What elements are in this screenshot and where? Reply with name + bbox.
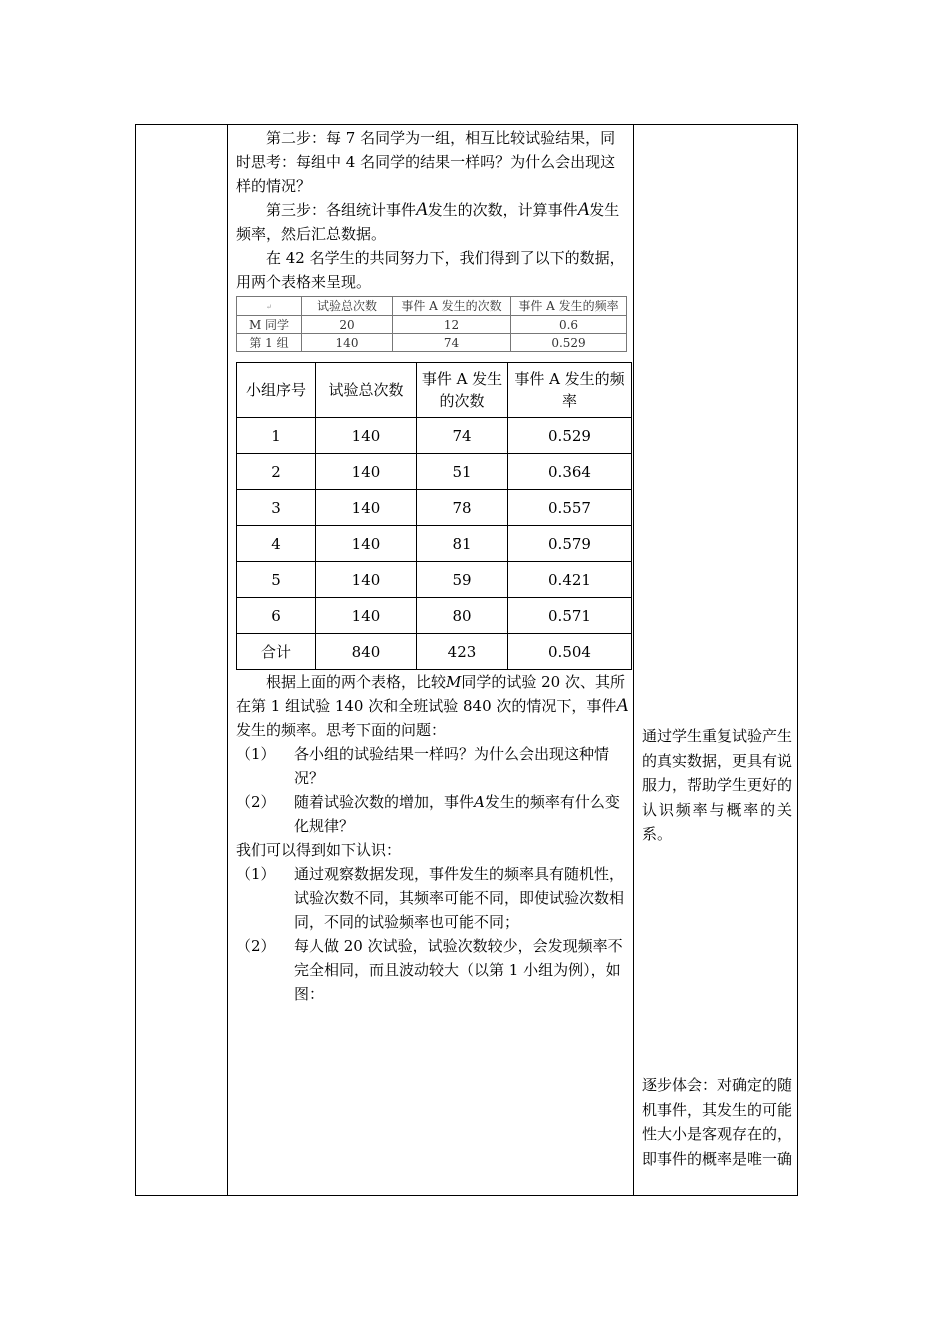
compare-text-2: 同学的试验 20 次、其所在第 1 组试验 140 次和全班试验 840 次的情况下，事件 [236,673,625,715]
cognition-item [236,934,630,1006]
table-cell [237,297,302,316]
table-row [237,490,632,526]
table-cell: 20 [302,316,393,334]
table-cell: 140 [302,334,393,352]
table-cell: 140 [316,454,417,490]
table-cell: 423 [417,634,508,670]
table-cell: 0.571 [508,598,632,634]
table-cell: 0.504 [508,634,632,670]
table-header-cell: 小组序号 [237,363,316,418]
table-cell: 140 [316,418,417,454]
step3-text-2: 发生的次数，计算事件 [427,201,578,219]
table-row [237,598,632,634]
step3-paragraph [236,198,630,246]
compare-text-1: 根据上面的两个表格，比较 [266,673,447,691]
table-cell: 4 [237,526,316,562]
table-cell: 1 [237,418,316,454]
cognition-number: （2） [236,937,276,955]
table-cell: 74 [417,418,508,454]
table-cell: 140 [316,562,417,598]
individual-vs-group-table [236,296,627,352]
question-text-2: 发生的频率有什么变化规律？ [294,793,620,835]
table-cell: 0.364 [508,454,632,490]
cell-mark-icon: ↵ [266,303,272,311]
student-m-symbol: M [446,673,462,691]
table-cell: 合计 [237,634,316,670]
table-cell: M 同学 [237,316,302,334]
table-cell: 78 [417,490,508,526]
table-cell: 140 [316,490,417,526]
event-a-symbol: A [577,199,590,220]
table-cell: 140 [316,526,417,562]
design-note-1: 通过学生重复试验产生的真实数据，更具有说服力，帮助学生更好的认识频率与概率的关系。 [642,727,793,843]
table-cell: 0.579 [508,526,632,562]
table-row [237,418,632,454]
step3-text-1: 第三步：各组统计事件 [266,201,417,219]
table-cell: 74 [393,334,511,352]
table-row [237,334,627,352]
step3-text-3: 发生频率，然后汇总数据。 [236,201,620,243]
event-a-symbol: A [616,695,629,716]
cognition-intro: 我们可以得到如下认识： [236,841,402,859]
table-header-cell: 事件 A 发生的频率 [508,363,632,418]
table-total-row [237,634,632,670]
table-cell: 5 [237,562,316,598]
table-cell: 51 [417,454,508,490]
column-divider-right [633,125,634,1195]
question-item [236,742,630,790]
table-header-cell: 事件 A 发生的频率 [511,297,627,316]
design-note-2: 逐步体会：对确定的随机事件，其发生的可能性大小是客观存在的，即事件的概率是唯一确 [642,1076,793,1168]
event-a-symbol: A [474,793,485,811]
table-cell: 0.529 [511,334,627,352]
table-row [237,316,627,334]
compare-paragraph [236,670,630,742]
question-item [236,790,630,838]
table-cell: 0.6 [511,316,627,334]
table-row [237,454,632,490]
table-row [237,562,632,598]
compare-text-3: 发生的频率。思考下面的问题： [236,721,447,739]
intro-paragraph: 在 42 名学生的共同努力下，我们得到了以下的数据，用两个表格来呈现。 [236,249,625,291]
table-row [237,526,632,562]
table-header-row [237,363,632,418]
column-divider-left [227,125,228,1195]
cognition-number: （1） [236,865,276,883]
group-results-table [236,362,632,670]
event-a-symbol: A [416,199,428,220]
table-cell: 59 [417,562,508,598]
table-cell: 0.421 [508,562,632,598]
table-cell: 2 [237,454,316,490]
table-header-cell: 试验总次数 [302,297,393,316]
table-header-cell: 事件 A 发生的次数 [417,363,508,418]
table-header-cell: 试验总次数 [316,363,417,418]
cognition-text: 每人做 20 次试验，试验次数较少，会发现频率不完全相同，而且波动较大（以第 1 小组为例），如图： [294,937,623,1003]
table-cell: 0.529 [508,418,632,454]
question-text: 各小组的试验结果一样吗？为什么会出现这种情况？ [294,745,610,787]
table-cell: 140 [316,598,417,634]
table-header-cell: 事件 A 发生的次数 [393,297,511,316]
question-number: （1） [236,745,276,763]
table-cell: 80 [417,598,508,634]
table-header-row [237,297,627,316]
question-number: （2） [236,793,276,811]
table-cell: 3 [237,490,316,526]
table-cell: 81 [417,526,508,562]
question-text [294,790,630,838]
table-cell: 第 1 组 [237,334,302,352]
table-cell: 840 [316,634,417,670]
table-cell: 6 [237,598,316,634]
question-text-1: 随着试验次数的增加，事件 [294,793,475,811]
table-cell: 0.557 [508,490,632,526]
table-cell: 12 [393,316,511,334]
step2-paragraph: 第二步：每 7 名同学为一组，相互比较试验结果，同时思考：每组中 4 名同学的结果一样吗？为什么会出现这样的情况？ [236,129,616,195]
cognition-item [236,862,630,934]
lesson-content [236,126,630,1006]
cognition-text: 通过观察数据发现，事件发生的频率具有随机性，试验次数不同，其频率可能不同，即使试验次数相同，不同的试验频率也可能不同； [294,865,625,931]
